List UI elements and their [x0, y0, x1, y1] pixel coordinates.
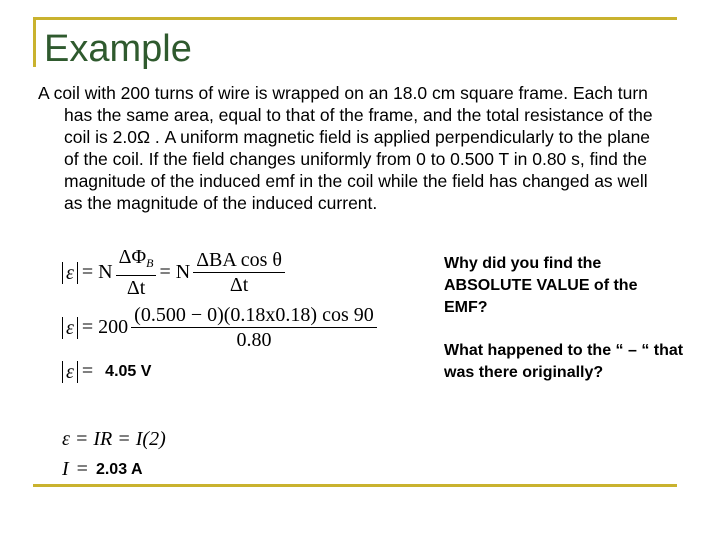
emf-abs-symbol-3: ε: [62, 361, 78, 383]
equals-sign: =: [81, 360, 94, 382]
flux-fraction-numerator: $\Delta\Phi_B$: [116, 245, 157, 276]
bacos-fraction-numerator: ΔBA cos θ: [193, 248, 285, 273]
equals-200: = 200: [81, 316, 129, 338]
emf-answer: 4.05 V: [105, 362, 152, 380]
equals-sign-2: =: [76, 458, 88, 480]
equals-n-second: = N: [159, 261, 191, 283]
substitution-fraction: [131, 303, 377, 352]
equation-current-result: [62, 458, 143, 481]
bacos-fraction: [193, 248, 285, 297]
current-answer: 2.03 A: [95, 460, 143, 478]
slide-frame-top-rule: [33, 17, 677, 20]
equation-ohms-law: [62, 428, 166, 451]
equation-emf-definition: [62, 245, 288, 300]
substitution-denominator: 0.80: [236, 329, 272, 351]
equation-emf-substitution: [62, 303, 380, 352]
equation-emf-result: [62, 360, 151, 383]
slide-title: Example: [44, 28, 192, 70]
slide-frame-bottom-rule: [33, 484, 677, 487]
note-minus-sign-question: What happened to the “ – “ that was there originally?: [444, 342, 684, 381]
emf-abs-symbol-2: ε: [62, 317, 78, 339]
current-symbol: I: [62, 458, 69, 480]
flux-fraction: [116, 245, 157, 300]
ohms-law-text: ε = IR = I(2): [62, 428, 166, 450]
bacos-fraction-denominator: Δt: [229, 274, 249, 296]
problem-text: A coil with 200 turns of wire is wrapped on an 18.0 cm square frame. Each turn has the same area, equal to that of the frame, and the total resistance of the coil is 2.0Ω . A uniform magnetic field is applied perpendicularly to the plane of the coil. If the field changes uniformly from 0 to 0.500 T in 0.80 s, find the magnitude of the induced emf in the coil while the field has changed as well as the magnitude of the induced current.: [38, 83, 653, 213]
emf-abs-symbol: ε: [62, 262, 78, 284]
substitution-numerator: (0.500 − 0)(0.18x0.18) cos 90: [131, 303, 377, 328]
flux-fraction-denominator: Δt: [126, 277, 146, 299]
equals-n: = N: [81, 261, 113, 283]
slide-frame-left-rule: [33, 17, 36, 67]
note-absolute-value-question: Why did you find the ABSOLUTE VALUE of the EMF?: [444, 255, 638, 316]
problem-statement: [38, 82, 658, 214]
